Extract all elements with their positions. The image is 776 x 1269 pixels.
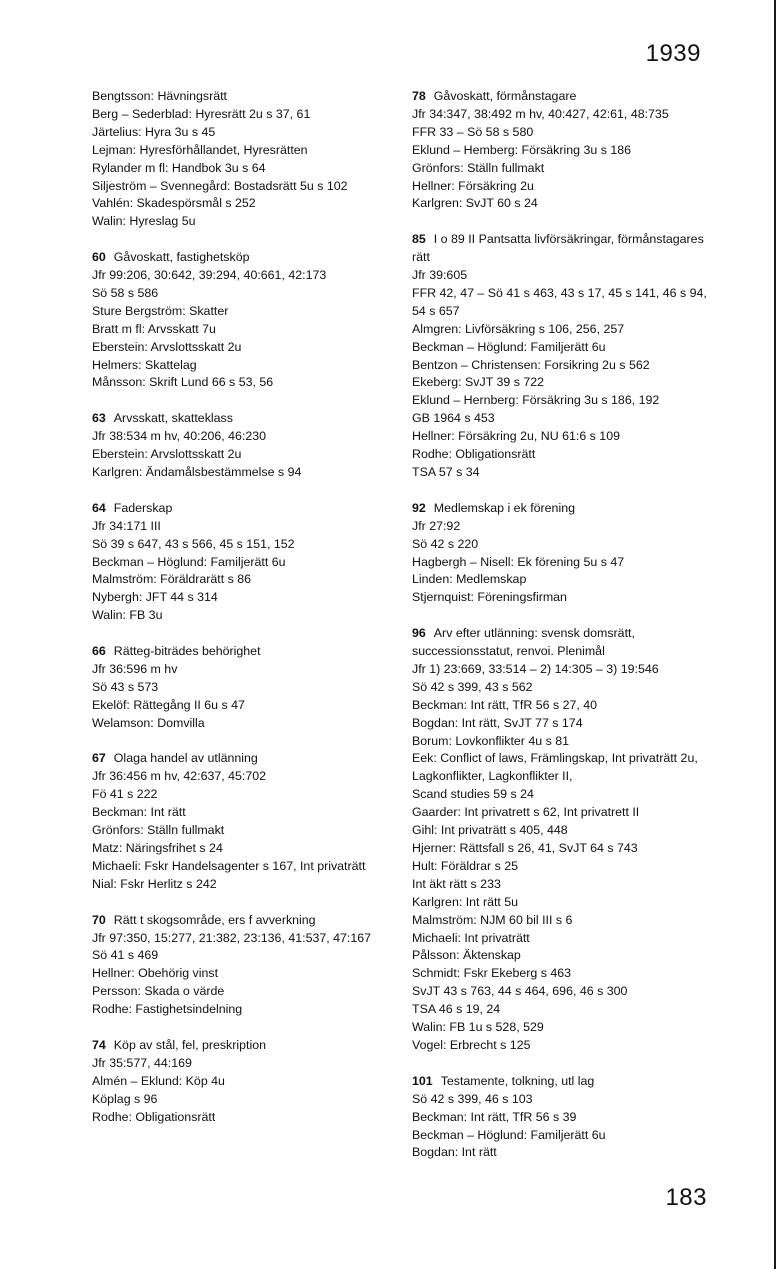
case-entry (412, 1073, 716, 1163)
case-title: Testamente, tolkning, utl lag (440, 1073, 595, 1088)
case-heading (412, 1073, 716, 1091)
reference-line: Walin: FB 3u (92, 608, 163, 623)
right-column (412, 88, 716, 1180)
reference-line: Köplag s 96 (92, 1091, 158, 1106)
reference-line: Bogdan: Int rätt (412, 1145, 497, 1160)
case-entry (412, 625, 716, 1055)
reference-line: Malmström: NJM 60 bil III s 6 (412, 912, 573, 927)
reference-line: GB 1964 s 453 (412, 411, 495, 426)
reference-line: Walin: FB 1u s 528, 529 (412, 1020, 544, 1035)
reference-line: Månsson: Skrift Lund 66 s 53, 56 (92, 375, 274, 390)
case-entry (92, 88, 392, 231)
reference-line: Rodhe: Fastighetsindelning (92, 1002, 243, 1017)
reference-line: Beckman – Höglund: Familjerätt 6u (412, 1127, 606, 1142)
reference-line: Vogel: Erbrecht s 125 (412, 1037, 531, 1052)
case-entry (92, 410, 392, 482)
reference-line: Michaeli: Fskr Handelsagenter s 167, Int privaträtt (92, 858, 366, 873)
case-number: 96 (412, 626, 426, 641)
reference-line: Jfr 35:577, 44:169 (92, 1055, 192, 1070)
case-title: Olaga handel av utlänning (113, 751, 258, 766)
reference-line: Hjerner: Rättsfall s 26, 41, SvJT 64 s 743 (412, 841, 638, 856)
reference-line: Järtelius: Hyra 3u s 45 (92, 124, 216, 139)
case-title: Faderskap (113, 500, 173, 515)
reference-line: Fö 41 s 222 (92, 787, 158, 802)
case-entry (92, 500, 392, 625)
reference-line: Sö 43 s 573 (92, 679, 159, 694)
reference-line: Jfr 39:605 (412, 268, 468, 283)
reference-line: FFR 42, 47 – Sö 41 s 463, 43 s 17, 45 s 141, 46 s 94, 54 s 657 (412, 285, 707, 318)
reference-line: Vahlén: Skadespörsmål s 252 (92, 196, 256, 211)
reference-line: Eberstein: Arvslottsskatt 2u (92, 447, 242, 462)
case-heading (92, 249, 392, 267)
reference-line: Sö 42 s 220 (412, 536, 479, 551)
reference-line: Eklund – Hemberg: Försäkring 3u s 186 (412, 142, 632, 157)
reference-line: Almén – Eklund: Köp 4u (92, 1073, 225, 1088)
reference-line: Scand studies 59 s 24 (412, 787, 534, 802)
reference-line: Nial: Fskr Herlitz s 242 (92, 876, 217, 891)
reference-line: Karlgren: Ändamålsbestämmelse s 94 (92, 465, 302, 479)
case-heading (92, 643, 392, 661)
reference-line: FFR 33 – Sö 58 s 580 (412, 124, 534, 139)
reference-line: Beckman – Höglund: Familjerätt 6u (92, 554, 286, 569)
reference-line: Stjernquist: Föreningsfirman (412, 590, 567, 605)
case-title: I o 89 II Pantsatta livförsäkringar, förmånstagares rätt (412, 232, 704, 265)
case-title: Rätt t skogsområde, ers f avverkning (113, 912, 316, 927)
case-number: 70 (92, 912, 106, 927)
reference-line: Rylander m fl: Handbok 3u s 64 (92, 160, 266, 175)
case-title: Medlemskap i ek förening (433, 500, 575, 515)
reference-line: Grönfors: Ställn fullmakt (92, 823, 225, 838)
reference-line: Matz: Näringsfrihet s 24 (92, 840, 223, 855)
case-entry (412, 231, 716, 482)
reference-line: Hult: Föräldrar s 25 (412, 858, 519, 873)
reference-line: SvJT 43 s 763, 44 s 464, 696, 46 s 300 (412, 984, 628, 999)
reference-line: Ekeberg: SvJT 39 s 722 (412, 375, 545, 390)
reference-line: Schmidt: Fskr Ekeberg s 463 (412, 966, 572, 981)
reference-line: Jfr 38:534 m hv, 40:206, 46:230 (92, 429, 267, 444)
case-number: 78 (412, 89, 426, 103)
left-column (92, 88, 392, 1144)
reference-line: Beckman: Int rätt (92, 805, 186, 820)
reference-line: Jfr 97:350, 15:277, 21:382, 23:136, 41:537, 47:167 (92, 930, 372, 945)
case-entry (412, 88, 716, 213)
reference-line: Sture Bergström: Skatter (92, 303, 229, 318)
reference-line: Bengtsson: Hävningsrätt (92, 89, 227, 103)
case-heading (92, 410, 392, 428)
reference-line: Walin: Hyreslag 5u (92, 214, 196, 229)
reference-line: Hellner: Obehörig vinst (92, 966, 219, 981)
reference-line: Sö 39 s 647, 43 s 566, 45 s 151, 152 (92, 536, 295, 551)
case-entry (92, 643, 392, 733)
case-heading (92, 500, 392, 518)
case-title: Köp av stål, fel, preskription (113, 1037, 266, 1052)
reference-line: Sö 41 s 469 (92, 948, 159, 963)
reference-line: Beckman – Höglund: Familjerätt 6u (412, 339, 606, 354)
page-number: 183 (665, 1184, 707, 1211)
case-number: 67 (92, 751, 106, 766)
case-number: 60 (92, 250, 106, 265)
reference-line: Pålsson: Äktenskap (412, 948, 521, 963)
case-heading (412, 500, 716, 518)
reference-line: Rodhe: Obligationsrätt (412, 447, 536, 462)
case-entry (92, 1037, 392, 1127)
case-number: 63 (92, 411, 106, 426)
reference-line: Gihl: Int privaträtt s 405, 448 (412, 823, 568, 838)
case-entry (92, 249, 392, 392)
reference-line: Karlgren: SvJT 60 s 24 (412, 196, 538, 211)
reference-line: Hagbergh – Nisell: Ek förening 5u s 47 (412, 554, 625, 569)
case-number: 64 (92, 500, 106, 515)
reference-line: Nybergh: JFT 44 s 314 (92, 590, 218, 605)
case-title: Gåvoskatt, förmånstagare (433, 89, 577, 103)
case-number: 66 (92, 644, 106, 659)
case-title: Gåvoskatt, fastighetsköp (113, 250, 250, 265)
reference-line: Almgren: Livförsäkring s 106, 256, 257 (412, 321, 625, 336)
case-heading (412, 88, 716, 106)
reference-line: Int äkt rätt s 233 (412, 876, 501, 891)
reference-line: Grönfors: Ställn fullmakt (412, 160, 545, 175)
reference-line: Karlgren: Int rätt 5u (412, 894, 519, 909)
reference-line: Bogdan: Int rätt, SvJT 77 s 174 (412, 715, 583, 730)
reference-line: Helmers: Skattelag (92, 357, 197, 372)
case-heading (92, 1037, 392, 1055)
case-heading (412, 625, 716, 661)
reference-line: Persson: Skada o värde (92, 984, 225, 999)
case-heading (412, 231, 716, 267)
reference-line: Rodhe: Obligationsrätt (92, 1109, 216, 1124)
reference-line: Jfr 34:347, 38:492 m hv, 40:427, 42:61, 48:735 (412, 106, 669, 121)
reference-line: Jfr 36:596 m hv (92, 661, 178, 676)
reference-line: Gaarder: Int privatrett s 62, Int privatrett II (412, 805, 640, 820)
reference-line: TSA 46 s 19, 24 (412, 1002, 501, 1017)
reference-line: Sö 42 s 399, 43 s 562 (412, 679, 533, 694)
case-title: Arvsskatt, skatteklass (113, 411, 233, 426)
reference-line: Beckman: Int rätt, TfR 56 s 27, 40 (412, 697, 598, 712)
case-number: 74 (92, 1037, 106, 1052)
case-title: Rätteg-biträdes behörighet (113, 644, 261, 659)
reference-line: Sö 42 s 399, 46 s 103 (412, 1091, 533, 1106)
reference-line: Bentzon – Christensen: Forsikring 2u s 562 (412, 357, 650, 372)
reference-line: Jfr 27:92 (412, 518, 461, 533)
case-title: Arv efter utlänning: svensk domsrätt, successionsstatut, renvoi. Plenimål (412, 626, 635, 659)
reference-line: Siljeström – Svennegård: Bostadsrätt 5u s 102 (92, 178, 348, 193)
reference-line: Jfr 1) 23:669, 33:514 – 2) 14:305 – 3) 19:546 (412, 661, 659, 676)
reference-line: Ekelöf: Rättegång II 6u s 47 (92, 697, 245, 712)
reference-line: Linden: Medlemskap (412, 572, 527, 587)
reference-line: Hellner: Försäkring 2u, NU 61:6 s 109 (412, 429, 620, 444)
case-entry (412, 500, 716, 607)
reference-line: Berg – Sederblad: Hyresrätt 2u s 37, 61 (92, 106, 311, 121)
reference-line: Sö 58 s 586 (92, 285, 159, 300)
case-number: 92 (412, 500, 426, 515)
reference-line: Malmström: Föräldrarätt s 86 (92, 572, 252, 587)
case-entry (92, 912, 392, 1019)
reference-line: Lejman: Hyresförhållandet, Hyresrätten (92, 142, 308, 157)
case-heading (92, 750, 392, 768)
reference-line: Borum: Lovkonflikter 4u s 81 (412, 733, 570, 748)
reference-line: Michaeli: Int privaträtt (412, 930, 530, 945)
case-number: 101 (412, 1073, 433, 1088)
reference-line: Jfr 36:456 m hv, 42:637, 45:702 (92, 769, 267, 784)
reference-line: Hellner: Försäkring 2u (412, 178, 534, 193)
reference-line: Welamson: Domvilla (92, 715, 205, 730)
case-heading (92, 912, 392, 930)
reference-line: Eklund – Hernberg: Försäkring 3u s 186, 192 (412, 393, 660, 408)
reference-line: Jfr 34:171 III (92, 518, 161, 533)
case-number: 85 (412, 232, 426, 247)
case-entry (92, 750, 392, 893)
reference-line: Jfr 99:206, 30:642, 39:294, 40:661, 42:173 (92, 268, 327, 283)
reference-line: Eberstein: Arvslottsskatt 2u (92, 339, 242, 354)
reference-line: Eek: Conflict of laws, Främlingskap, Int privaträtt 2u, Lagkonflikter, Lagkonflikter II, (412, 751, 698, 784)
reference-line: Bratt m fl: Arvsskatt 7u (92, 321, 216, 336)
page-year: 1939 (645, 40, 701, 67)
reference-line: TSA 57 s 34 (412, 465, 480, 480)
reference-line: Beckman: Int rätt, TfR 56 s 39 (412, 1109, 577, 1124)
